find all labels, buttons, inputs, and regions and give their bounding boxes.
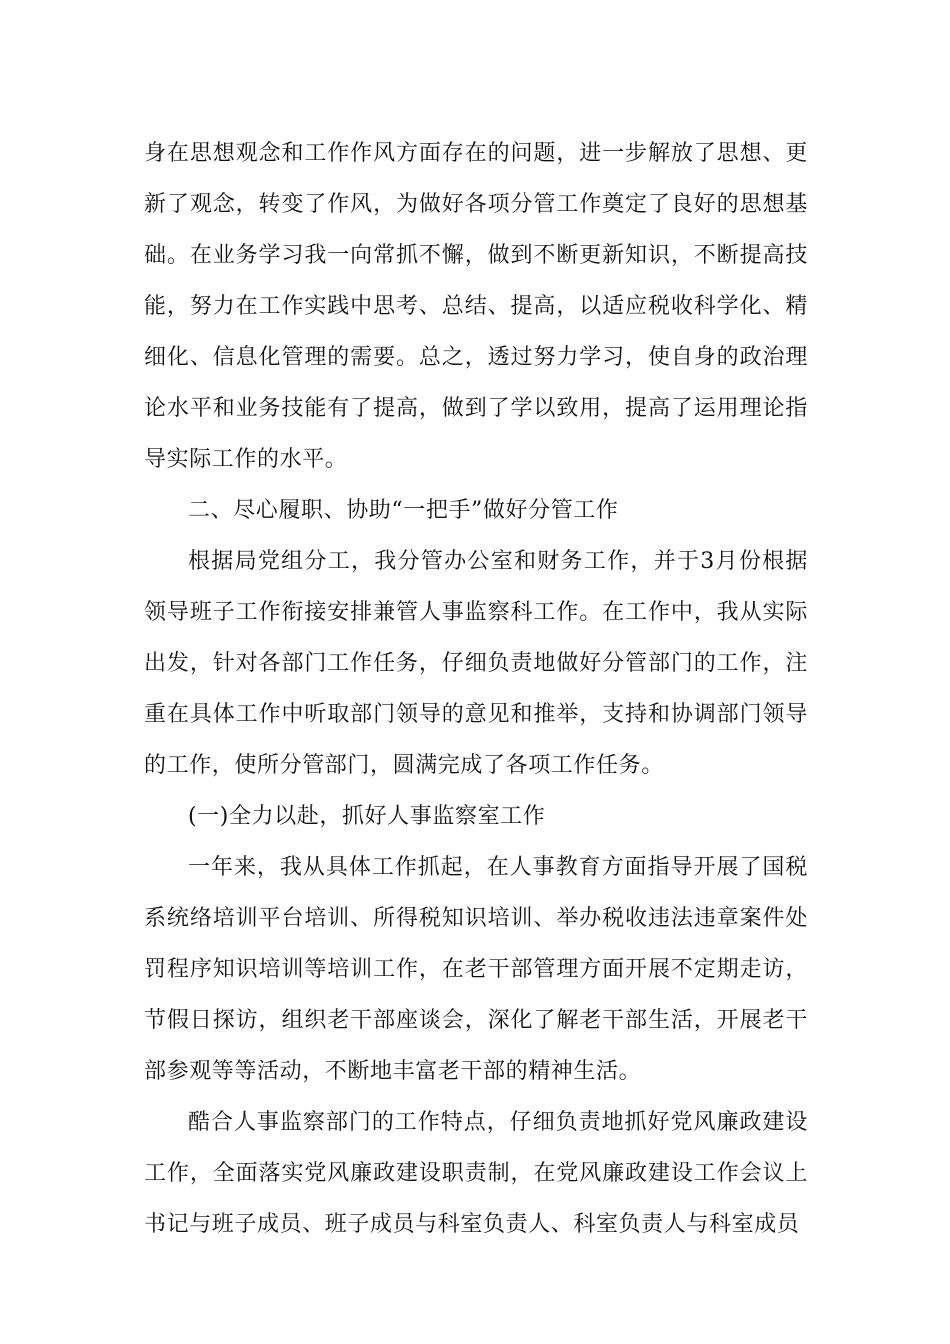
subsection-heading-1: (一)全力以赴，抓好人事监察室工作 xyxy=(188,804,546,829)
paragraph-division-of-work: 根据局党组分工，我分管办公室和财务工作，并于3月份根据领导班子工作衔接安排兼管人事监察科工作。在工作中，我从实际出发，针对各部门工作任务，仔细负责地做好分管部门的工作，注重在具体工作中听取部门领导的意见和推举，支持和协调部门领导的工作，使所分管部门，圆满完成了各项工作任务。 xyxy=(144,549,808,778)
paragraph-continued: 身在思想观念和工作作风方面存在的问题，进一步解放了思想、更新了观念，转变了作风，为做好各项分管工作奠定了良好的思想基础。在业务学习我一向常抓不懈，做到不断更新知识，不断提高技能，努力在工作实践中思考、总结、提高，以适应税收科学化、精细化、信息化管理的需要。总之，透过努力学习，使自身的政治理论水平和业务技能有了提高，做到了学以致用，提高了运用理论指导实际工作的水平。 xyxy=(144,141,808,472)
section-heading-2: 二、尽心履职、协助“一把手”做好分管工作 xyxy=(188,498,619,523)
paragraph-clean-governance: 酷合人事监察部门的工作特点，仔细负责地抓好党风廉政建设工作，全面落实党风廉政建设职责制，在党风廉政建设工作会议上书记与班子成员、班子成员与科室负责人、科室负责人与科室成员 xyxy=(144,1110,808,1237)
document-body xyxy=(144,128,808,1250)
paragraph-personnel-education: 一年来，我从具体工作抓起，在人事教育方面指导开展了国税系统络培训平台培训、所得税知识培训、举办税收违法违章案件处罚程序知识培训等培训工作，在老干部管理方面开展不定期走访，节假日探访，组织老干部座谈会，深化了解老干部生活，开展老干部参观等等活动，不断地丰富老干部的精神生活。 xyxy=(144,855,808,1084)
